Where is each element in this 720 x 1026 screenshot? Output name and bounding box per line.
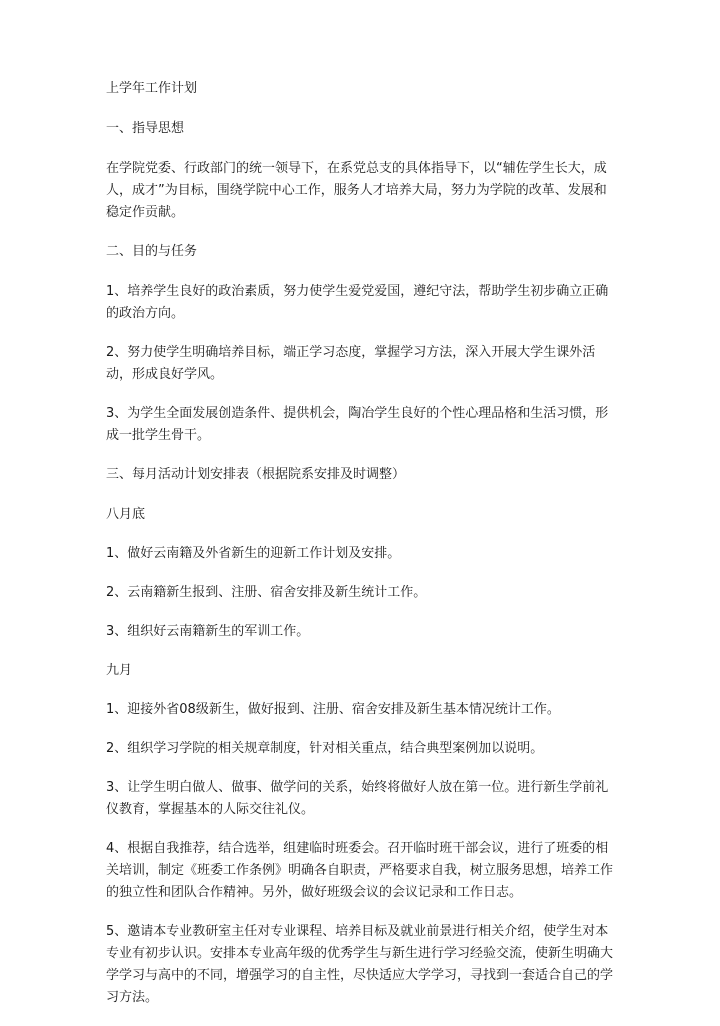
september-item-1: 1、迎接外省08级新生，做好报到、注册、宿舍安排及新生基本情况统计工作。 xyxy=(106,702,560,717)
month-label-august: 八月底 xyxy=(106,507,146,522)
section-heading-goals-tasks: 二、目的与任务 xyxy=(106,244,198,259)
august-item-1: 1、做好云南籍及外省新生的迎新工作计划及安排。 xyxy=(106,546,401,561)
document-title: 上学年工作计划 xyxy=(106,81,198,96)
month-label-september: 九月 xyxy=(106,663,133,678)
september-item-4: 4、根据自我推荐，结合选举，组建临时班委会。召开临时班干部会议，进行了班委的相关培训，制定《班委工作条例》明确各自职责，严格要求自我，树立服务思想，培养工作的独立性和团队合作精神。另外，做好班级会议的会议记录和工作日志。 xyxy=(106,841,614,900)
section-heading-monthly-plan: 三、每月活动计划安排表（根据院系安排及时调整） xyxy=(106,467,406,482)
september-item-3: 3、让学生明白做人、做事、做学问的关系，始终将做好人放在第一位。进行新生学前礼仪教育，掌握基本的人际交往礼仪。 xyxy=(106,780,609,817)
goal-item-2: 2、努力使学生明确培养目标，端正学习态度，掌握学习方法，深入开展大学生课外活动，形成良好学风。 xyxy=(106,345,596,382)
august-item-3: 3、组织好云南籍新生的军训工作。 xyxy=(106,624,310,639)
goal-item-3: 3、为学生全面发展创造条件、提供机会，陶冶学生良好的个性心理品格和生活习惯，形成一批学生骨干。 xyxy=(106,406,609,443)
section-heading-guiding-ideology: 一、指导思想 xyxy=(106,121,185,136)
document-page xyxy=(106,78,616,1026)
september-item-5: 5、邀请本专业教研室主任对专业课程、培养目标及就业前景进行相关介绍，使学生对本专业有初步认识。安排本专业高年级的优秀学生与新生进行学习经验交流，使新生明确大学学习与高中的不同，增强学习的自主性，尽快适应大学学习，寻找到一套适合自己的学习方法。 xyxy=(106,924,614,1005)
august-item-2: 2、云南籍新生报到、注册、宿舍安排及新生统计工作。 xyxy=(106,585,427,600)
goal-item-1: 1、培养学生良好的政治素质，努力使学生爱党爱国，遵纪守法，帮助学生初步确立正确的政治方向。 xyxy=(106,284,609,321)
section-body-guiding-ideology: 在学院党委、行政部门的统一领导下，在系党总支的具体指导下，以“辅佐学生长大，成人，成才”为目标，围绕学院中心工作，服务人才培养大局，努力为学院的改革、发展和稳定作贡献。 xyxy=(106,161,607,220)
september-item-2: 2、组织学习学院的相关规章制度，针对相关重点，结合典型案例加以说明。 xyxy=(106,741,544,756)
